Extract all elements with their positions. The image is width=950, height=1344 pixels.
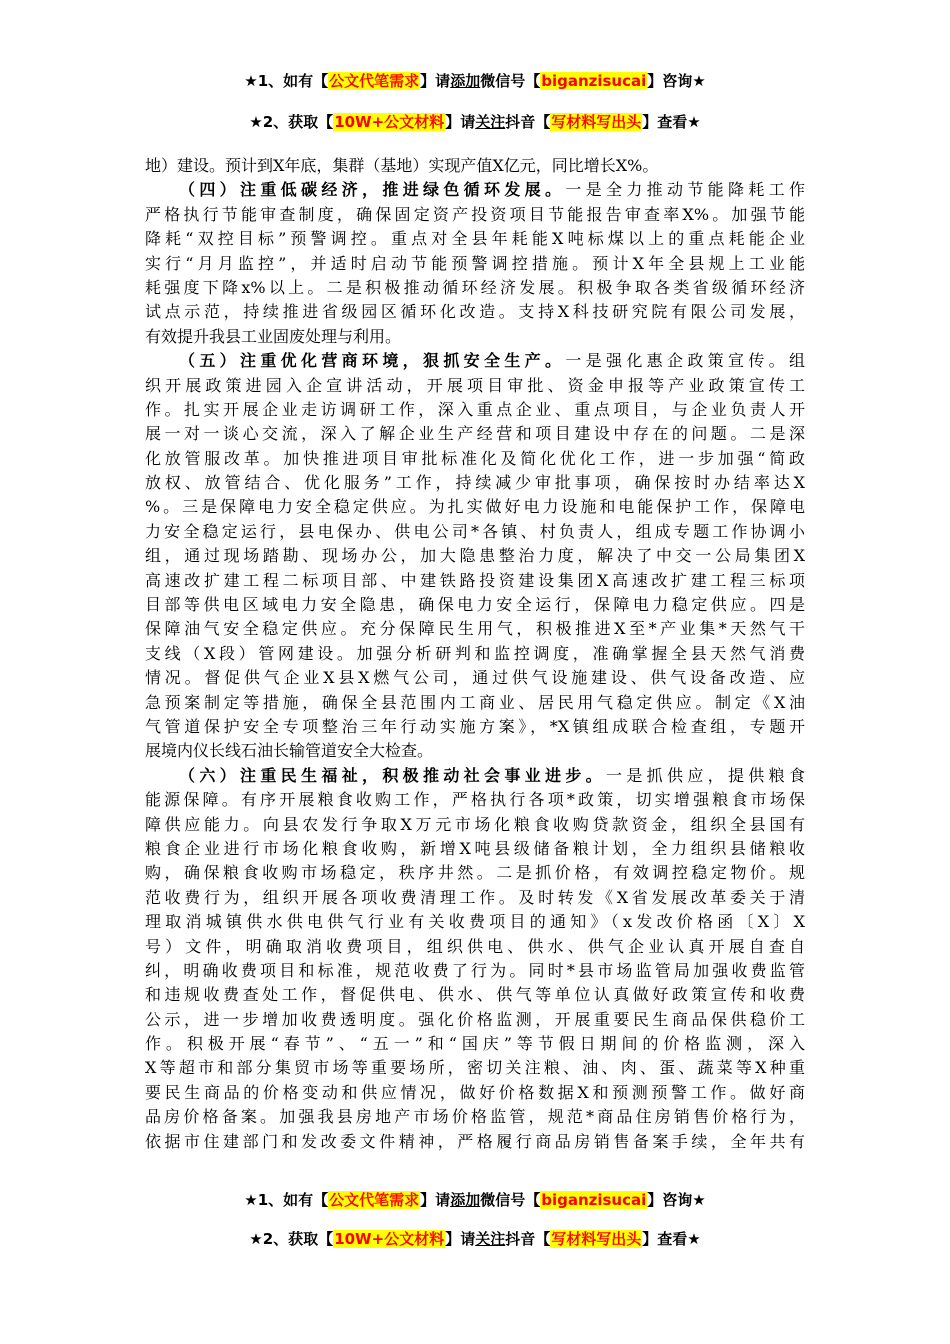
banner-text: 抖音【 bbox=[505, 113, 551, 131]
line-text: 地）建设。预计到X年底，集群（基地）实现产值X亿元，同比增长X%。 bbox=[145, 156, 659, 175]
line-text: 耗强度下降x%以上。二是积极推动循环经济发展。积极争取各类省级循环经济 bbox=[145, 277, 805, 297]
line-text: 作。积极开展“春节”、“五一”和“国庆”等节假日期间的价格监测，深入 bbox=[145, 1034, 805, 1054]
document-line bbox=[145, 861, 805, 885]
document-line bbox=[145, 910, 805, 934]
banner-underlined: 关注 bbox=[475, 113, 506, 131]
line-text: 纠，明确收费项目和标准，规范收费了行为。同时*县市场监管局加强收费监管 bbox=[145, 960, 805, 980]
line-text: 能源保障。有序开展粮食收购工作，严格执行各项*政策，切实增强粮食市场保 bbox=[145, 790, 805, 810]
line-text: 保障油气安全稳定供应。充分保障民生用气，积极推进X至*产业集*天然气干 bbox=[145, 619, 805, 639]
document-line bbox=[145, 544, 805, 568]
banner-highlight: 10W+公文材料 bbox=[334, 113, 445, 131]
section-heading: （四）注重低碳经济，推进绿色循环发展。 bbox=[179, 180, 566, 200]
line-text: 化放管服改革。加快推进项目审批标准化及简化优化工作，进一步加强“简政 bbox=[145, 448, 805, 468]
line-text: %。三是保障电力安全稳定供应。为扎实做好电力设施和电能保护工作，保障电 bbox=[145, 497, 805, 517]
document-line bbox=[145, 617, 805, 641]
line-text: 作。扎实开展企业走访调研工作，深入重点企业、重点项目，与企业负责人开 bbox=[145, 399, 805, 419]
document-line bbox=[145, 1081, 805, 1105]
document-line bbox=[145, 691, 805, 715]
document-line bbox=[145, 349, 805, 373]
document-line bbox=[145, 1032, 805, 1056]
line-text: 一是抓供应，提供粮食 bbox=[605, 765, 805, 785]
banner-text: 微信号【 bbox=[480, 72, 541, 90]
document-line bbox=[145, 300, 805, 324]
banner-text: ★2、获取【 bbox=[249, 113, 334, 131]
document-line bbox=[145, 227, 805, 251]
line-text: 实行“月月监控”，并适时启动节能预警调控措施。预计X年全县规上工业能 bbox=[145, 253, 805, 273]
line-text: 号）文件，明确取消收费项目，组织供电、供水、供气企业认真开展自查自 bbox=[145, 936, 805, 956]
banner-highlight: 公文代笔需求 bbox=[329, 72, 420, 90]
promo-banner-bottom-1 bbox=[0, 1188, 950, 1212]
banner-highlight: 10W+公文材料 bbox=[334, 1230, 445, 1248]
document-line bbox=[145, 1130, 805, 1154]
banner-text: 】请 bbox=[420, 72, 451, 90]
line-text: 情况。督促供气企业X县X燃气公司，通过供气设施建设、供气设备改造、应 bbox=[145, 668, 805, 688]
document-line bbox=[145, 398, 805, 422]
document-line bbox=[145, 764, 805, 788]
line-text: 展一对一谈心交流，深入了解企业生产经营和项目建设中存在的问题。二是深 bbox=[145, 424, 805, 444]
line-text: 严格执行节能审查制度，确保固定资产投资项目节能报告审查率X%。加强节能 bbox=[145, 204, 805, 224]
line-text: 组，通过现场踏勘、现场办公，加大隐患整治力度，解决了中交一公局集团X bbox=[145, 546, 805, 566]
document-line bbox=[145, 1105, 805, 1129]
line-text: X等超市和部分集贸市场等重要场所，密切关注粮、油、肉、蛋、蔬菜等X种重 bbox=[145, 1058, 805, 1078]
line-text: 急预案制定等措施，确保全县范围内工商业、居民用气稳定供应。制定《X油 bbox=[145, 692, 805, 712]
document-line bbox=[145, 739, 805, 763]
line-text: 目部等供电区域电力安全隐患，确保电力安全运行，保障电力稳定供应。四是 bbox=[145, 595, 805, 615]
banner-text: ★1、如有【 bbox=[244, 1191, 329, 1209]
banner-text: 】请 bbox=[445, 1230, 476, 1248]
document-line bbox=[145, 715, 805, 739]
line-text: 一是强化惠企政策宣传。组 bbox=[565, 351, 805, 371]
line-text: 支线（X段）管网建设。加强分析研判和监控调度，准确掌握全县天然气消费 bbox=[145, 643, 805, 663]
document-line bbox=[145, 374, 805, 398]
line-text: 要民生商品的价格变动和供应情况，做好价格数据X和预测预警工作。做好商 bbox=[145, 1082, 805, 1102]
document-line bbox=[145, 276, 805, 300]
document-line bbox=[145, 495, 805, 519]
document-line bbox=[145, 154, 805, 178]
line-text: 气管道保护安全专项整治三年行动实施方案》，*X镇组成联合检查组，专题开 bbox=[145, 716, 805, 736]
document-line bbox=[145, 422, 805, 446]
line-text: 展境内仪长线石油长输管道安全大检查。 bbox=[145, 741, 434, 761]
line-text: 依据市住建部门和发改委文件精神，严格履行商品房销售备案手续，全年共有 bbox=[145, 1131, 805, 1151]
banner-highlight: 写材料写出头 bbox=[551, 113, 642, 131]
line-text: 公示，进一步增加收费透明度。强化价格监测，开展重要民生商品保供稳价工 bbox=[145, 1009, 805, 1029]
document-line bbox=[145, 203, 805, 227]
document-line bbox=[145, 520, 805, 544]
document-line bbox=[145, 813, 805, 837]
document-line bbox=[145, 471, 805, 495]
banner-text: 】请 bbox=[445, 113, 476, 131]
banner-underlined: 添加 bbox=[450, 1191, 481, 1209]
document-line bbox=[145, 837, 805, 861]
banner-underlined: 关注 bbox=[475, 1230, 506, 1248]
banner-text: ★1、如有【 bbox=[244, 72, 329, 90]
document-line bbox=[145, 666, 805, 690]
document-line bbox=[145, 447, 805, 471]
document-line bbox=[145, 325, 805, 349]
promo-banner-top-2 bbox=[0, 110, 950, 134]
document-line bbox=[145, 788, 805, 812]
document-line bbox=[145, 1056, 805, 1080]
line-text: 试点示范，持续推进省级园区循环化改造。支持X科技研究院有限公司发展， bbox=[145, 302, 805, 322]
line-text: 织开展政策进园入企宣讲活动，开展项目审批、资金申报等产业政策宣传工 bbox=[145, 375, 805, 395]
banner-text: 】查看★ bbox=[642, 1230, 701, 1248]
banner-highlight: 写材料写出头 bbox=[551, 1230, 642, 1248]
line-text: 有效提升我县工业固废处理与利用。 bbox=[145, 326, 402, 346]
document-line bbox=[145, 935, 805, 959]
banner-text: 】咨询★ bbox=[647, 1191, 706, 1209]
banner-highlight: 公文代笔需求 bbox=[329, 1191, 420, 1209]
document-line bbox=[145, 642, 805, 666]
document-line bbox=[145, 252, 805, 276]
banner-text: 微信号【 bbox=[480, 1191, 541, 1209]
document-line bbox=[145, 886, 805, 910]
document-body bbox=[145, 154, 805, 1154]
banner-highlight: biganzisucai bbox=[541, 1191, 647, 1209]
document-line bbox=[145, 983, 805, 1007]
banner-text: 抖音【 bbox=[505, 1230, 551, 1248]
line-text: 理取消城镇供水供电供气行业有关收费项目的通知》（x发改价格函〔X〕X bbox=[145, 912, 805, 932]
line-text: 放权、放管结合、优化服务”工作，持续减少审批事项，确保按时办结率达X bbox=[145, 473, 805, 493]
banner-underlined: 添加 bbox=[450, 72, 481, 90]
document-line bbox=[145, 178, 805, 202]
document-line bbox=[145, 593, 805, 617]
document-line bbox=[145, 959, 805, 983]
document-line bbox=[145, 569, 805, 593]
promo-banner-top-1 bbox=[0, 69, 950, 93]
banner-text: 】咨询★ bbox=[647, 72, 706, 90]
line-text: 力安全稳定运行，县电保办、供电公司*各镇、村负责人，组成专题工作协调小 bbox=[145, 521, 805, 541]
line-text: 粮食企业进行市场化粮食收购，新增X吨县级储备粮计划，全力组织县储粮收 bbox=[145, 838, 805, 858]
line-text: 降耗“双控目标”预警调控。重点对全县年耗能X吨标煤以上的重点耗能企业 bbox=[145, 229, 805, 249]
line-text: 品房价格备案。加强我县房地产市场价格监管，规范*商品住房销售价格行为， bbox=[145, 1107, 805, 1127]
line-text: 范收费行为，组织开展各项收费清理工作。及时转发《X省发展改革委关于清 bbox=[145, 887, 805, 907]
section-heading: （五）注重优化营商环境，狠抓安全生产。 bbox=[179, 351, 566, 371]
line-text: 和违规收费查处工作，督促供电、供水、供气等单位认真做好政策宣传和收费 bbox=[145, 985, 805, 1005]
line-text: 障供应能力。向县农发行争取X万元市场化粮食收购贷款资金，组织全县国有 bbox=[145, 814, 805, 834]
line-text: 高速改扩建工程二标项目部、中建铁路投资建设集团X高速改扩建工程三标项 bbox=[145, 570, 805, 590]
line-text: 购，确保粮食收购市场稳定，秩序井然。二是抓价格，有效调控稳定物价。规 bbox=[145, 863, 805, 883]
banner-text: 】查看★ bbox=[642, 113, 701, 131]
banner-text: ★2、获取【 bbox=[249, 1230, 334, 1248]
banner-highlight: biganzisucai bbox=[541, 72, 647, 90]
section-heading: （六）注重民生福祉，积极推动社会事业进步。 bbox=[179, 765, 606, 785]
document-line bbox=[145, 1008, 805, 1032]
promo-banner-bottom-2 bbox=[0, 1227, 950, 1251]
line-text: 一是全力推动节能降耗工作 bbox=[565, 180, 805, 200]
banner-text: 】请 bbox=[420, 1191, 451, 1209]
